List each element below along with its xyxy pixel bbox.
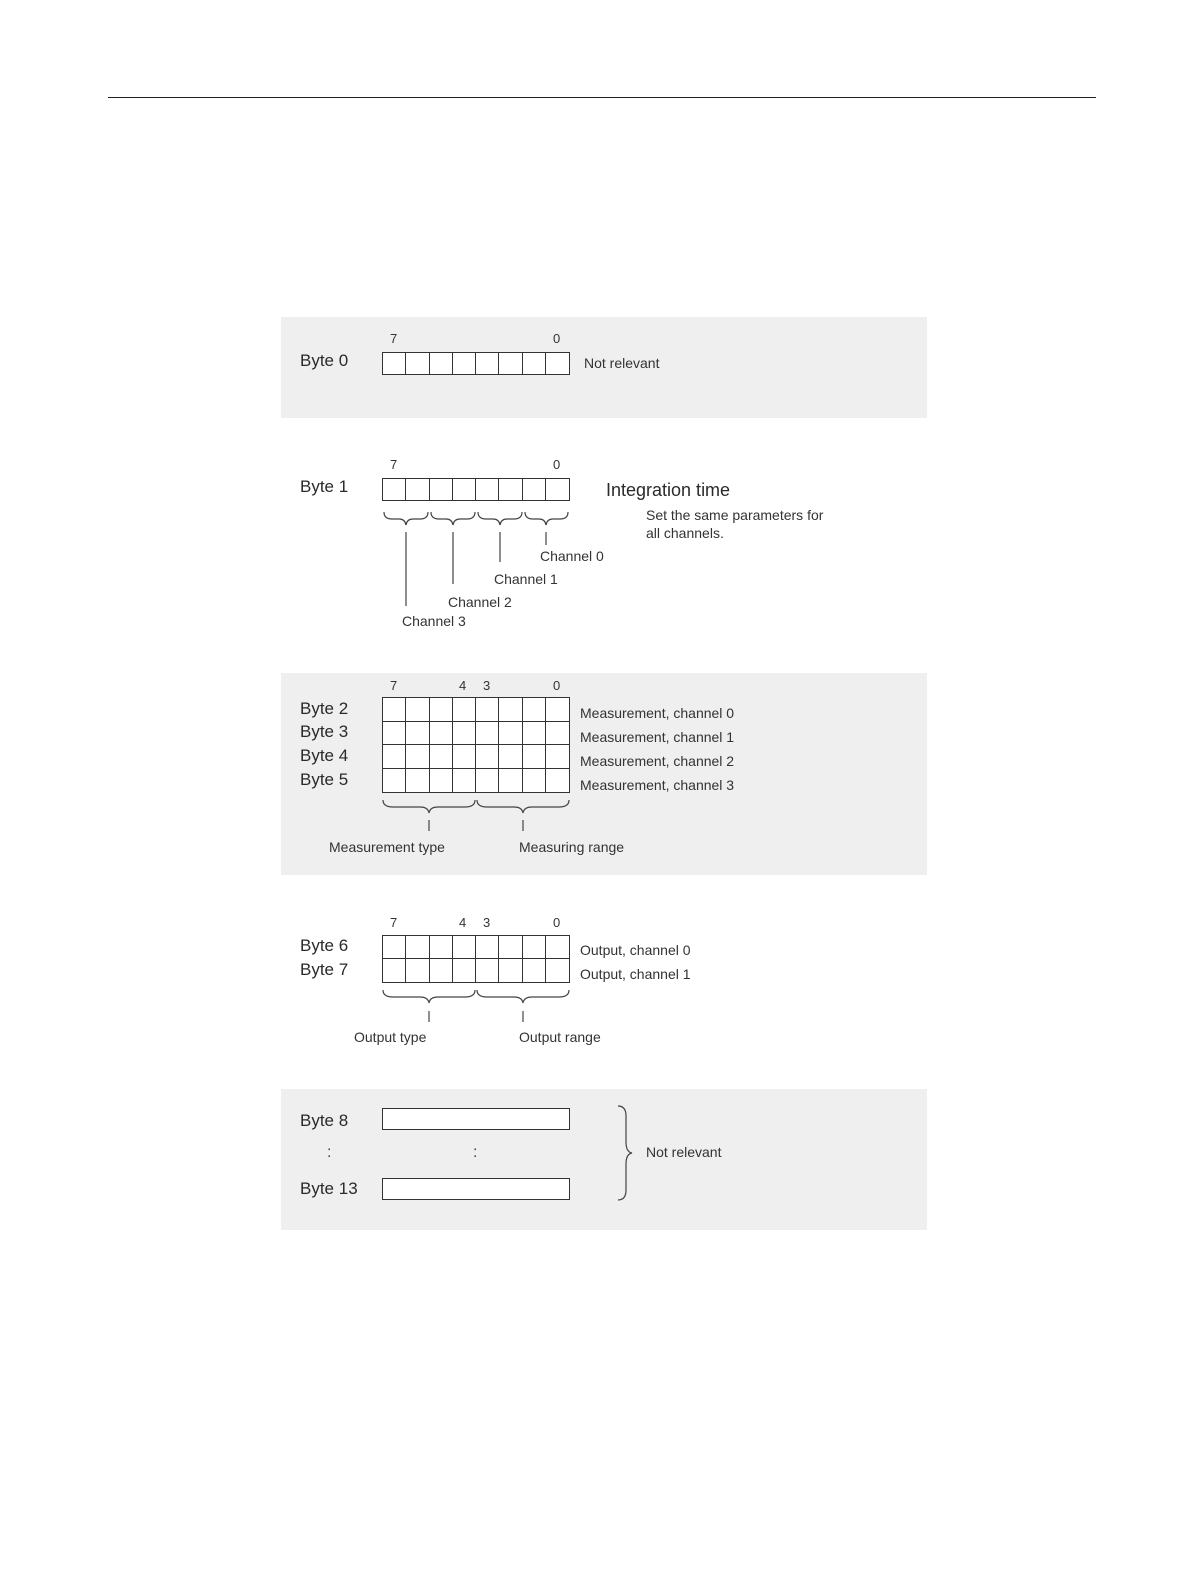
byte-2-label: Byte 2	[300, 699, 349, 718]
integration-note-line-1: Set the same parameters for	[646, 507, 824, 523]
integration-note-line-2: all channels.	[646, 525, 724, 541]
bit-7-label: 7	[390, 457, 398, 472]
brace-output-range	[477, 990, 569, 1003]
channel-1-label: Channel 1	[494, 571, 558, 587]
header-rule	[108, 97, 1096, 98]
bit-0-label: 0	[553, 678, 561, 693]
byte-13-label: Byte 13	[300, 1179, 358, 1198]
byte-13-box	[382, 1178, 570, 1200]
measurement-channel-3: Measurement, channel 3	[580, 777, 735, 793]
channel-0-label: Channel 0	[540, 548, 604, 564]
brace-channel-0	[525, 512, 568, 525]
output-channel-1: Output, channel 1	[580, 966, 691, 982]
bit-4-label: 4	[459, 678, 467, 693]
section-bytes-8-13	[281, 1089, 927, 1230]
brace-output-type	[383, 990, 475, 1003]
bit-0-label: 0	[553, 331, 561, 346]
bit-7-label: 7	[390, 678, 398, 693]
measurement-type-label: Measurement type	[329, 839, 445, 855]
byte-5-label: Byte 5	[300, 770, 349, 789]
byte-0-label: Byte 0	[300, 351, 349, 370]
brace-channel-2	[431, 512, 475, 525]
byte-1-bit-grid	[382, 478, 570, 501]
bit-7-label: 7	[390, 915, 398, 930]
measurement-channel-1: Measurement, channel 1	[580, 729, 735, 745]
measurement-channel-2: Measurement, channel 2	[580, 753, 735, 769]
output-type-label: Output type	[354, 1029, 427, 1045]
bytes-2-5-bit-grid	[382, 697, 570, 793]
measurement-channel-0: Measurement, channel 0	[580, 705, 735, 721]
channel-2-label: Channel 2	[448, 594, 512, 610]
bytes-6-7-bit-grid	[382, 935, 570, 983]
brace-channel-1	[478, 512, 522, 525]
bit-7-label: 7	[390, 331, 398, 346]
bit-0-label: 0	[553, 457, 561, 472]
integration-time-title: Integration time	[606, 480, 731, 500]
bytes-8-13-description: Not relevant	[646, 1144, 722, 1160]
byte-1-label: Byte 1	[300, 477, 349, 496]
byte-8-label: Byte 8	[300, 1111, 349, 1130]
output-range-label: Output range	[519, 1029, 601, 1045]
byte-3-label: Byte 3	[300, 722, 349, 741]
byte-7-label: Byte 7	[300, 960, 349, 979]
byte-6-label: Byte 6	[300, 936, 349, 955]
byte-8-box	[382, 1108, 570, 1130]
bit-0-label: 0	[553, 915, 561, 930]
byte-0-bit-grid	[382, 352, 570, 375]
output-channel-0: Output, channel 0	[580, 942, 691, 958]
channel-3-label: Channel 3	[402, 613, 466, 629]
bit-4-label: 4	[459, 915, 467, 930]
measuring-range-label: Measuring range	[519, 839, 625, 855]
byte-0-description: Not relevant	[584, 355, 660, 371]
byte-4-label: Byte 4	[300, 746, 349, 765]
box-range-ellipsis: :	[473, 1144, 478, 1161]
brace-channel-3	[384, 512, 428, 525]
byte-range-ellipsis: :	[327, 1144, 332, 1161]
bit-3-label: 3	[483, 678, 491, 693]
bit-3-label: 3	[483, 915, 491, 930]
